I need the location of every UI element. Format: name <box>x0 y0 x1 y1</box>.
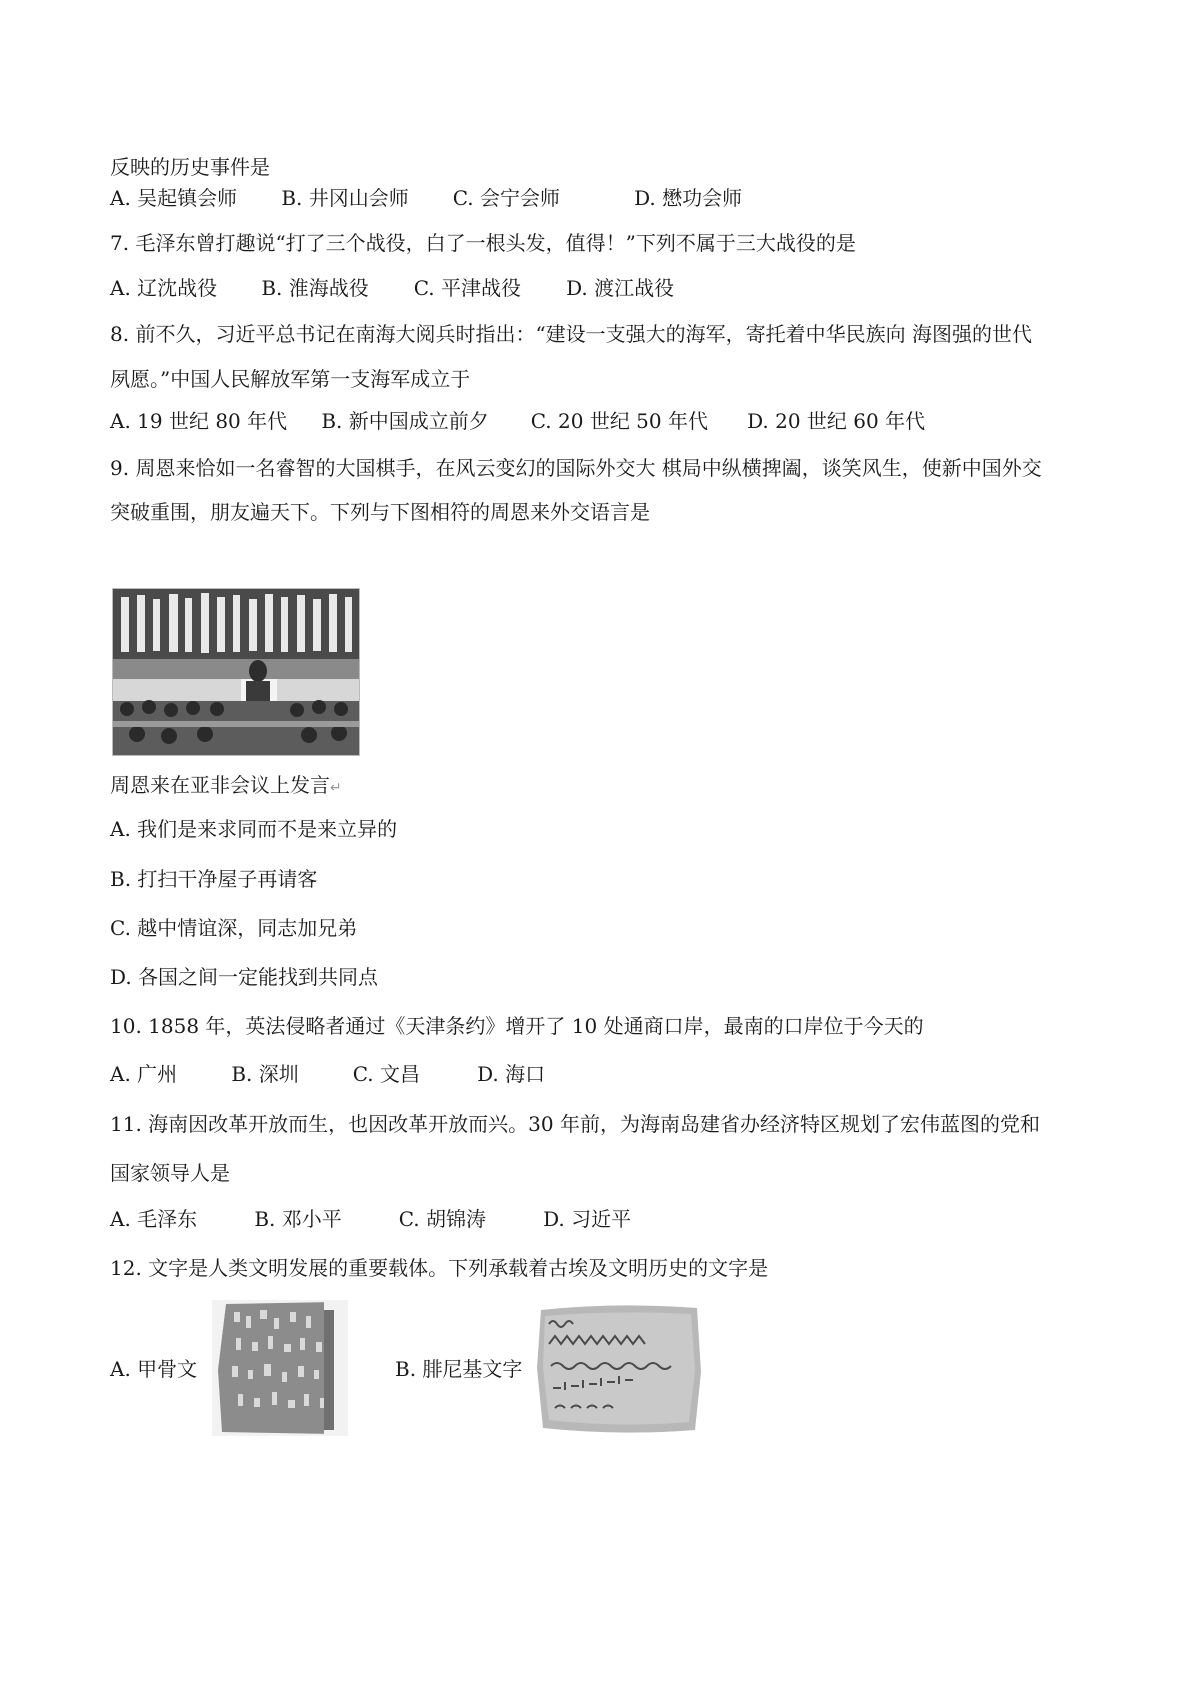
q9-option-b: B. 打扫干净屋子再请客 <box>110 867 318 891</box>
q10-option-a: A. 广州 <box>110 1062 178 1086</box>
bandung-conference-photo <box>112 588 360 756</box>
q11-option-d: D. 习近平 <box>543 1207 632 1231</box>
q7-option-d: D. 渡江战役 <box>566 276 675 300</box>
q11-stem-line2: 国家领导人是 <box>110 1161 230 1185</box>
q8-option-a: A. 19 世纪 80 年代 <box>110 409 288 433</box>
q9-option-a: A. 我们是来求同而不是来立异的 <box>110 817 398 841</box>
q11-stem-line1: 11. 海南因改革开放而生，也因改革开放而兴。30 年前，为海南岛建省办经济特区规划了宏伟蓝图的党和 <box>110 1112 1040 1136</box>
q10-option-d: D. 海口 <box>477 1062 546 1086</box>
phoenician-script-image <box>535 1302 703 1436</box>
q7-options <box>110 274 674 302</box>
q10-option-b: B. 深圳 <box>231 1062 299 1086</box>
q6-option-d: D. 懋功会师 <box>634 186 743 210</box>
q10-options <box>110 1060 545 1088</box>
q6-continuation: 反映的历史事件是 <box>110 155 270 179</box>
photo-caption-text: 周恩来在亚非会议上发言 <box>110 773 330 797</box>
q11-option-b: B. 邓小平 <box>254 1207 342 1231</box>
q7-option-b: B. 淮海战役 <box>261 276 369 300</box>
phoenician-tablet-illustration <box>535 1302 703 1436</box>
q10-option-c: C. 文昌 <box>352 1062 421 1086</box>
q8-option-d: D. 20 世纪 60 年代 <box>747 409 926 433</box>
q8-stem-line2: 夙愿。”中国人民解放军第一支海军成立于 <box>110 367 471 391</box>
q6-option-c: C. 会宁会师 <box>452 186 561 210</box>
q7-option-a: A. 辽沈战役 <box>110 276 218 300</box>
photo-illustration <box>113 589 359 755</box>
q9-option-d: D. 各国之间一定能找到共同点 <box>110 965 379 989</box>
q8-option-c: C. 20 世纪 50 年代 <box>530 409 708 433</box>
q12-option-a: A. 甲骨文 <box>110 1357 198 1381</box>
q9-stem-line1: 9. 周恩来恰如一名睿智的大国棋手，在风云变幻的国际外交大 棋局中纵横捭阖，谈笑风生，使新中国外交 <box>110 456 1042 480</box>
oracle-bone-script-image <box>212 1300 348 1436</box>
q8-stem-line1: 8. 前不久，习近平总书记在南海大阅兵时指出：“建设一支强大的海军，寄托着中华民族向 海图强的世代 <box>110 322 1033 346</box>
q11-options <box>110 1205 631 1233</box>
return-mark: ↵ <box>330 780 342 796</box>
q7-stem: 7. 毛泽东曾打趣说“打了三个战役，白了一根头发，值得！”下列不属于三大战役的是 <box>110 231 856 255</box>
oracle-bone-illustration <box>212 1300 348 1436</box>
photo-caption <box>110 771 342 802</box>
q6-option-a: A. 吴起镇会师 <box>110 186 238 210</box>
q11-option-a: A. 毛泽东 <box>110 1207 198 1231</box>
q10-stem: 10. 1858 年，英法侵略者通过《天津条约》增开了 10 处通商口岸，最南的口岸位于今天的 <box>110 1014 924 1038</box>
q7-option-c: C. 平津战役 <box>413 276 522 300</box>
q8-option-b: B. 新中国成立前夕 <box>321 409 489 433</box>
q9-stem-line2: 突破重围，朋友遍天下。下列与下图相符的周恩来外交语言是 <box>110 500 650 524</box>
q6-options <box>110 184 742 212</box>
q12-option-b: B. 腓尼基文字 <box>395 1357 523 1381</box>
q8-options <box>110 407 925 435</box>
q12-stem: 12. 文字是人类文明发展的重要载体。下列承载着古埃及文明历史的文字是 <box>110 1256 769 1280</box>
q6-option-b: B. 井冈山会师 <box>281 186 409 210</box>
q11-option-c: C. 胡锦涛 <box>398 1207 487 1231</box>
q9-option-c: C. 越中情谊深，同志加兄弟 <box>110 916 358 940</box>
